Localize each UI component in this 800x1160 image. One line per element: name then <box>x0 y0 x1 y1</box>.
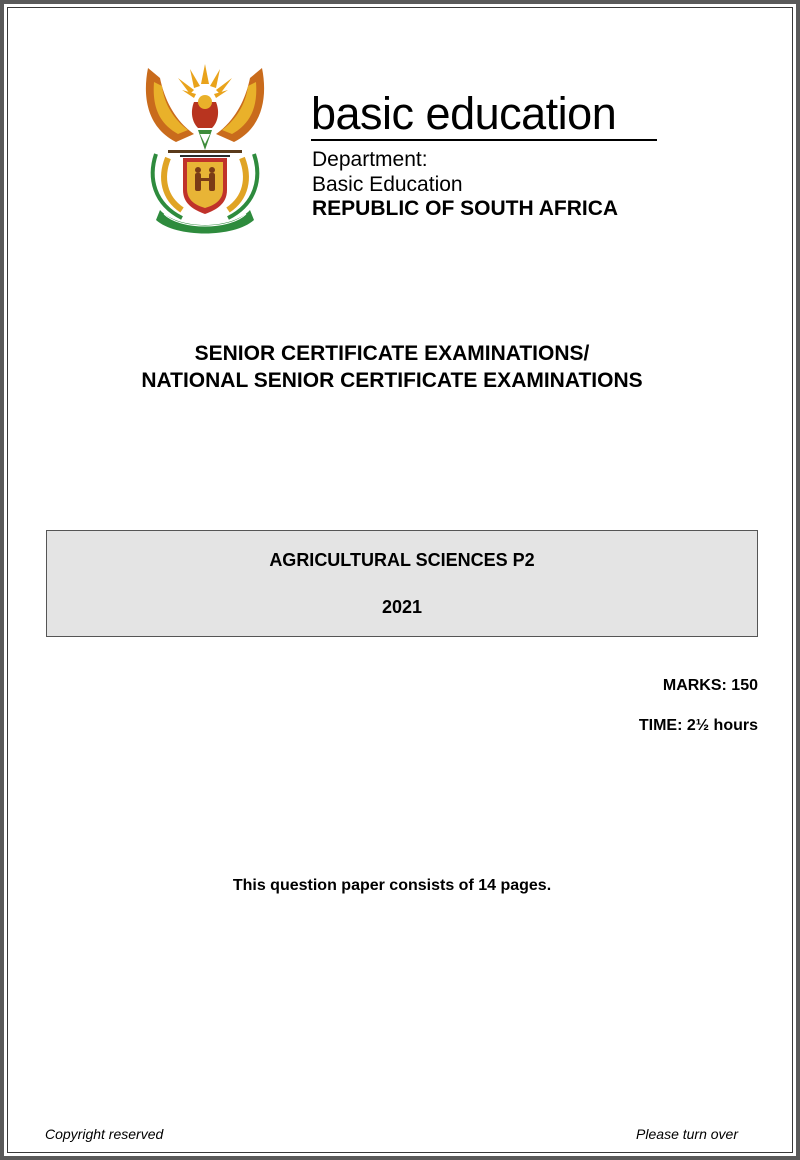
copyright-footer: Copyright reserved <box>45 1126 164 1142</box>
time-label: TIME: 2½ hours <box>638 717 758 734</box>
department-label: Department: <box>312 148 428 171</box>
turn-over-footer: Please turn over <box>636 1126 738 1142</box>
country-name: REPUBLIC OF SOUTH AFRICA <box>312 197 619 220</box>
subject-name: AGRICULTURAL SCIENCES P2 <box>269 550 535 570</box>
subject-year: 2021 <box>381 597 423 617</box>
sun-rays-icon <box>178 64 232 98</box>
coat-of-arms-logo <box>138 58 272 238</box>
brand-divider <box>311 139 657 141</box>
page-count-note: This question paper consists of 14 pages. <box>232 877 552 894</box>
exam-title-line-1: SENIOR CERTIFICATE EXAMINATIONS/ <box>194 342 590 365</box>
marks-label: MARKS: 150 <box>662 677 758 694</box>
subject-box <box>46 530 758 637</box>
brand-title: basic education <box>311 88 617 139</box>
department-name: Basic Education <box>312 173 463 196</box>
exam-title-line-2: NATIONAL SENIOR CERTIFICATE EXAMINATIONS <box>141 369 643 392</box>
